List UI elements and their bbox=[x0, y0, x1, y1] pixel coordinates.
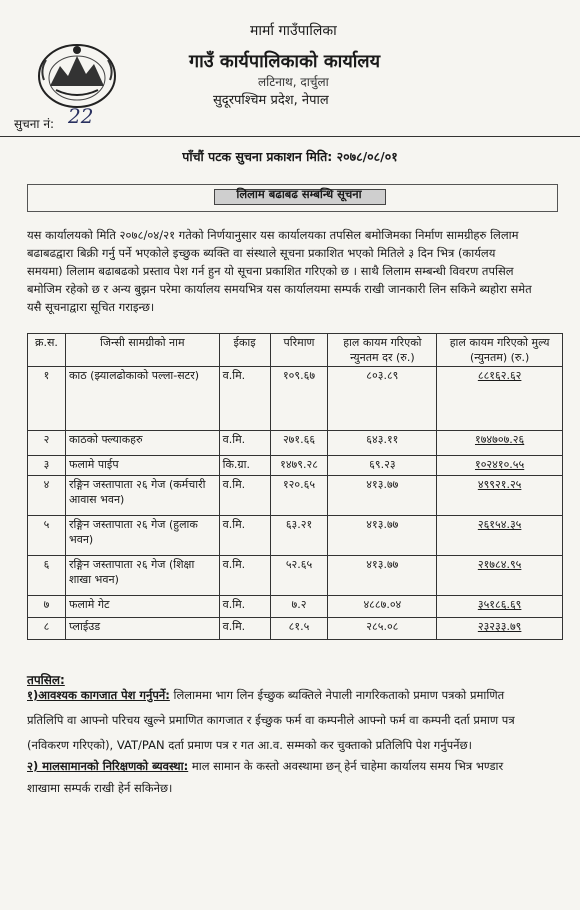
cell-quantity: १४७९.२८ bbox=[270, 456, 328, 476]
office-location: लटिनाथ, दार्चुला bbox=[258, 75, 329, 89]
table-row bbox=[28, 367, 563, 431]
cell-rate: ४१३.७७ bbox=[328, 476, 437, 516]
cell-rate: ४१३.७७ bbox=[328, 556, 437, 596]
cell-unit: कि.ग्रा. bbox=[219, 456, 270, 476]
cell-value: २६१५४.३५ bbox=[437, 516, 563, 556]
cell-item-name: काठ (झ्यालढोकाको पल्ला-सटर) bbox=[65, 367, 219, 431]
table-row bbox=[28, 618, 563, 640]
header-quantity: परिमाण bbox=[270, 334, 328, 367]
cell-sn: ५ bbox=[28, 516, 66, 556]
cell-value: ८८१६२.६२ bbox=[437, 367, 563, 431]
table-header-row bbox=[28, 334, 563, 367]
annex-item-1-title: १)आवश्यक कागजात पेश गर्नुपर्ने: bbox=[27, 688, 170, 702]
cell-unit: व.मि. bbox=[219, 431, 270, 456]
cell-item-name: रङ्गिन जस्तापाता २६ गेज (हुलाक भवन) bbox=[65, 516, 219, 556]
cell-quantity: २७१.६६ bbox=[270, 431, 328, 456]
header-item-name: जिन्सी सामग्रीको नाम bbox=[65, 334, 219, 367]
cell-item-name: फलामे पाईप bbox=[65, 456, 219, 476]
cell-unit: व.मि. bbox=[219, 516, 270, 556]
cell-value: २३२३३.७९ bbox=[437, 618, 563, 640]
cell-item-name: काठको फ्ल्याकहरु bbox=[65, 431, 219, 456]
notice-number: 22 bbox=[68, 104, 94, 128]
header-divider bbox=[0, 136, 580, 137]
header-value: हाल कायम गरिएको मुल्य (न्युनतम) (रु.) bbox=[437, 334, 563, 367]
publication-date-line: पाँचौं पटक सुचना प्रकाशन मिति: २०७८/०८/०१ bbox=[182, 149, 398, 164]
cell-quantity: १०९.६७ bbox=[270, 367, 328, 431]
cell-unit: व.मि. bbox=[219, 596, 270, 618]
table-row bbox=[28, 556, 563, 596]
cell-value: १०२४१०.५५ bbox=[437, 456, 563, 476]
notice-number-label: सुचना नं: bbox=[14, 117, 55, 131]
cell-rate: ६४३.११ bbox=[328, 431, 437, 456]
annex-line: (नविकरण गरिएको), VAT/PAN दर्ता प्रमाण पत्र र गत आ.व. सम्मको कर चुक्ताको प्रतिलिपि पेश गर्नुपर्नेछ। bbox=[27, 738, 472, 752]
cell-value: २१७८४.९५ bbox=[437, 556, 563, 596]
table-row bbox=[28, 476, 563, 516]
cell-value: ३५१८६.६९ bbox=[437, 596, 563, 618]
annex-line: प्रतिलिपि वा आफ्नो परिचय खुल्ने प्रमाणित कागजात र ईच्छुक फर्म वा कम्पनीले आफ्नो फर्म वा कम्पनी दर्ता प्रमाण पत्र bbox=[27, 713, 515, 727]
cell-quantity: १२०.६५ bbox=[270, 476, 328, 516]
cell-sn: २ bbox=[28, 431, 66, 456]
paragraph-line: बमोजिम रहेको छ र अन्य बुझन परेमा कार्यालय समयभित्र यस कार्यालयमा सम्पर्क राखी जानकारी लिन सकिने ब्यहोरा समेत bbox=[27, 282, 532, 296]
table-row bbox=[28, 596, 563, 618]
header-rate: हाल कायम गरिएको न्युनतम दर (रु.) bbox=[328, 334, 437, 367]
cell-item-name: रङ्गिन जस्तापाता २६ गेज (शिक्षा शाखा भवन) bbox=[65, 556, 219, 596]
paragraph-line: यसै सूचनाद्वारा सूचित गराइन्छ। bbox=[27, 300, 155, 314]
cell-item-name: फलामे गेट bbox=[65, 596, 219, 618]
annex-item-1 bbox=[27, 683, 567, 708]
province-name: सुदूरपश्चिम प्रदेश, नेपाल bbox=[213, 93, 329, 108]
annex-title: तपसिल: bbox=[27, 673, 65, 687]
cell-rate: ६९.२३ bbox=[328, 456, 437, 476]
cell-quantity: ६३.२१ bbox=[270, 516, 328, 556]
cell-value: १७४७०७.२६ bbox=[437, 431, 563, 456]
cell-unit: व.मि. bbox=[219, 618, 270, 640]
cell-quantity: ८१.५ bbox=[270, 618, 328, 640]
cell-unit: व.मि. bbox=[219, 367, 270, 431]
cell-rate: ४८८७.०४ bbox=[328, 596, 437, 618]
header-unit: ईकाइ bbox=[219, 334, 270, 367]
municipality-name: मार्मा गाउँपालिका bbox=[250, 23, 337, 39]
table-row bbox=[28, 516, 563, 556]
cell-rate: ४१३.७७ bbox=[328, 516, 437, 556]
cell-sn: ८ bbox=[28, 618, 66, 640]
cell-quantity: ५२.६५ bbox=[270, 556, 328, 596]
cell-sn: ६ bbox=[28, 556, 66, 596]
header-sn: क्र.स. bbox=[28, 334, 66, 367]
annex-item-2-title: २) मालसामानको निरिक्षणको ब्यवस्था: bbox=[27, 759, 189, 773]
cell-sn: ३ bbox=[28, 456, 66, 476]
table-row bbox=[28, 431, 563, 456]
subject-title: लिलाम बढाबढ सम्बन्धि सूचना bbox=[236, 187, 362, 201]
cell-value: ४९९२१.२५ bbox=[437, 476, 563, 516]
government-emblem-icon bbox=[36, 40, 118, 110]
cell-item-name: रङ्गिन जस्तापाता २६ गेज (कर्मचारी आवास भवन) bbox=[65, 476, 219, 516]
table-row bbox=[28, 456, 563, 476]
paragraph-line: यस कार्यालयको मिति २०७८/०४/२१ गतेको निर्णयानुसार यस कार्यालयका तपसिल बमोजिमका निर्माण सामग्रीहरु लिलाम bbox=[27, 228, 519, 242]
annex-line: शाखामा सम्पर्क राखी हेर्न सकिनेछ। bbox=[27, 781, 173, 795]
paragraph-line: समयमा) लिलाम बढाबढको प्रस्ताव पेश गर्न हुन यो सूचना प्रकाशित गरिएको छ । साथै लिलाम सम्बन्धी विवरण तपसिल bbox=[27, 264, 514, 278]
cell-rate: ८०३.८९ bbox=[328, 367, 437, 431]
cell-sn: १ bbox=[28, 367, 66, 431]
cell-sn: ४ bbox=[28, 476, 66, 516]
cell-sn: ७ bbox=[28, 596, 66, 618]
annex-item-1-text: लिलाममा भाग लिन ईच्छुक ब्यक्तिले नेपाली नागरिकताको प्रमाण पत्रको प्रमाणित bbox=[169, 688, 505, 702]
paragraph-line: बढाबढद्वारा बिक्री गर्नु पर्ने भएकोले इच्छुक ब्यक्ति वा संस्थाले सूचना प्रकाशित भएको मितिले ३ दिन भित्र (कार्यलय bbox=[27, 246, 496, 260]
cell-unit: व.मि. bbox=[219, 476, 270, 516]
office-name: गाउँ कार्यपालिकाको कार्यालय bbox=[189, 51, 381, 72]
cell-item-name: प्लाईउड bbox=[65, 618, 219, 640]
cell-unit: व.मि. bbox=[219, 556, 270, 596]
cell-rate: २८५.०८ bbox=[328, 618, 437, 640]
cell-quantity: ७.२ bbox=[270, 596, 328, 618]
annex-item-2-text: माल सामान के कस्तो अवस्थामा छन् हेर्न चाहेमा कार्यालय समय भित्र भण्डार bbox=[188, 759, 504, 773]
auction-items-table bbox=[27, 333, 563, 640]
